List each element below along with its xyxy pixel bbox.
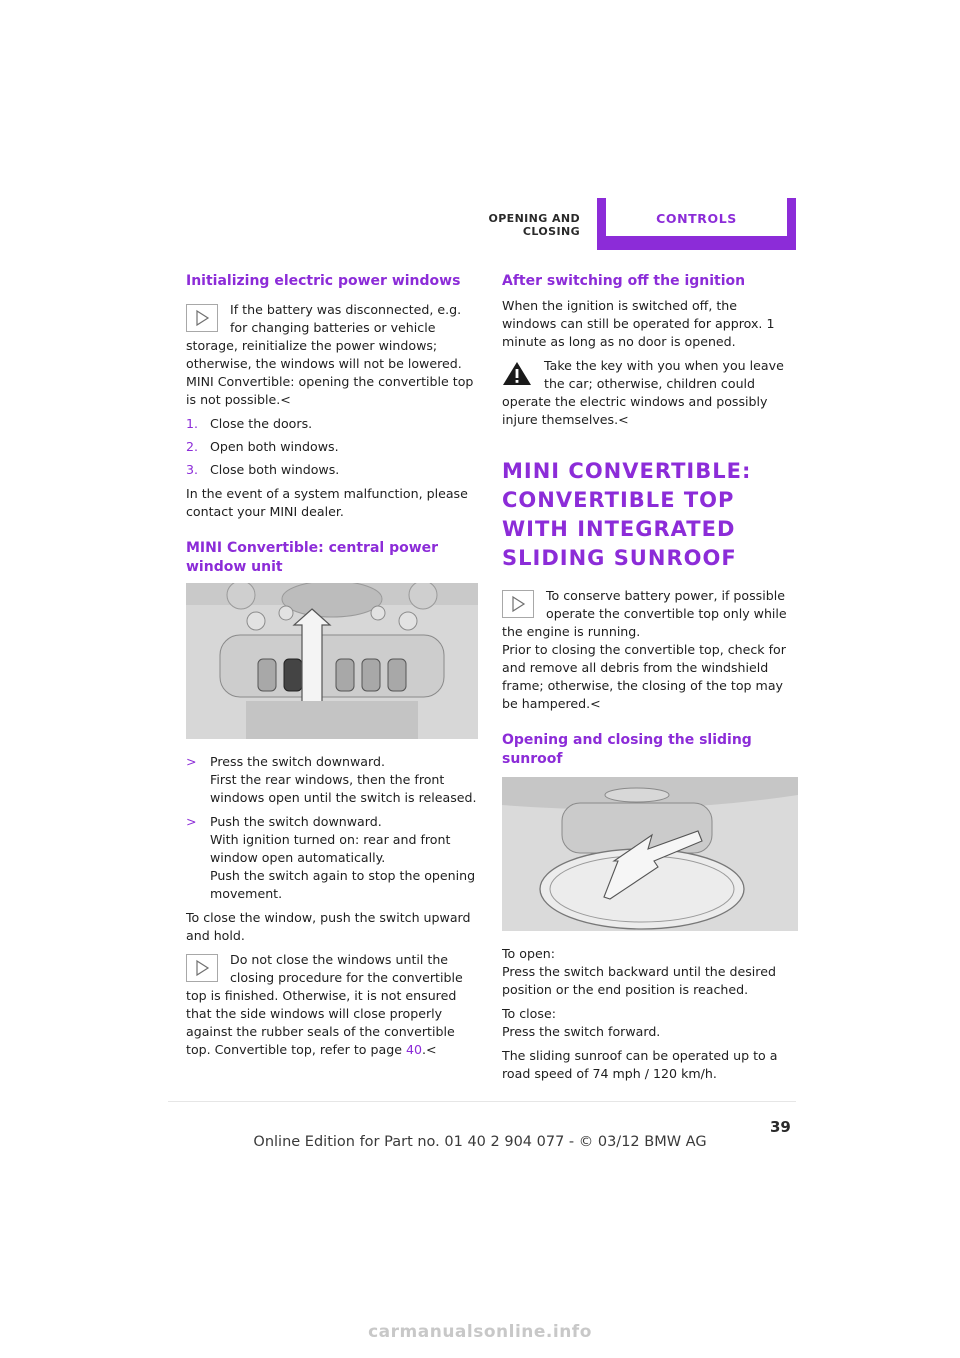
bullet-line: First the rear windows, then the front windows open until the switch is released.: [210, 772, 477, 805]
bullet-line: Push the switch again to stop the opening movement.: [210, 868, 476, 901]
bullet-line: With ignition turned on: rear and front window open automatically.: [210, 832, 451, 865]
chapter-tab-label: CONTROLS: [656, 211, 737, 226]
list-item: [186, 438, 478, 456]
speed-text: The sliding sunroof can be operated up to a road speed of 74 mph / 120 km/h.: [502, 1048, 778, 1081]
close-text: Press the switch forward.: [502, 1024, 661, 1039]
step-text: Open both windows.: [210, 439, 339, 454]
heading-sliding-sunroof: Opening and closing the sliding sunroof: [502, 732, 752, 767]
note-close-text: Do not close the windows until the closing procedure for the convertible top is finished. Otherwise, it is not ensured that the side windows will close properly against the rubber seals of the convertible top. Convertible top, refer to page: [186, 952, 463, 1057]
warning-icon: [502, 360, 532, 386]
note-init: [186, 301, 478, 409]
close-window-text: To close the window, push the switch upward and hold.: [186, 910, 471, 943]
end-marker: <: [426, 1042, 437, 1057]
warning-note: [502, 357, 794, 429]
note-init-text-1: If the battery was disconnected, e.g. for changing batteries or vehicle storage, reinitialize the power windows; otherwise, the windows will not be lowered.: [186, 302, 462, 371]
right-column: [502, 272, 794, 1089]
section-title: OPENING AND CLOSING: [488, 212, 580, 238]
step-number: 2.: [186, 439, 199, 454]
central-unit-bullets: [186, 753, 478, 903]
page-number: 39: [770, 1118, 791, 1136]
close-label: To close:: [502, 1006, 556, 1021]
edition-line: Online Edition for Part no. 01 40 2 904 077 - © 03/12 BMW AG: [253, 1134, 707, 1150]
list-item: [186, 753, 478, 807]
init-steps: [186, 415, 478, 479]
after-ignition-text: When the ignition is switched off, the windows can still be operated for approx. 1 minute as long as no door is opened.: [502, 298, 775, 349]
period: .: [422, 1042, 427, 1057]
end-marker: <: [618, 412, 629, 427]
open-text: Press the switch backward until the desired position or the end position is reached.: [502, 964, 776, 997]
heading-central-unit: MINI Convertible: central power window unit: [186, 540, 439, 575]
heading-initializing: Initializing electric power windows: [186, 273, 461, 289]
sunroof-illustration: [502, 777, 798, 931]
bullet-line: Push the switch downward.: [210, 814, 382, 829]
malfunction-text: In the event of a system malfunction, please contact your MINI dealer.: [186, 486, 468, 519]
note-icon: [502, 590, 534, 618]
window-switch-figure: [186, 583, 478, 739]
note-close: [186, 951, 478, 1059]
open-label: To open:: [502, 946, 555, 961]
sunroof-figure: [502, 777, 798, 931]
end-marker: <: [280, 392, 291, 407]
page-link[interactable]: 40: [405, 1042, 422, 1057]
heading-convertible-top: MINI CONVERTIBLE: CONVERTIBLE TOP WITH INTEGRATED SLIDING SUNROOF: [502, 459, 752, 570]
note-init-text-2: MINI Convertible: opening the convertible top is not possible.: [186, 374, 474, 407]
note-icon: [186, 304, 218, 332]
note-convertible: [502, 587, 794, 713]
note-convertible-text-1: To conserve battery power, if possible operate the convertible top only while the engine is running.: [502, 588, 787, 639]
list-item: [186, 813, 478, 903]
note-convertible-text-2: Prior to closing the convertible top, check for and remove all debris from the windshield frame; otherwise, the closing of the top may be hampered.: [502, 642, 786, 711]
window-switch-illustration: [186, 583, 478, 739]
bullet-arrow: >: [186, 754, 197, 769]
step-number: 1.: [186, 416, 199, 431]
left-column: [186, 272, 478, 1065]
end-marker: <: [590, 696, 601, 711]
list-item: [186, 461, 478, 479]
bullet-arrow: >: [186, 814, 197, 829]
heading-after-ignition: After switching off the ignition: [502, 273, 746, 289]
footer-divider: [168, 1101, 796, 1102]
warning-text: Take the key with you when you leave the car; otherwise, children could operate the electric windows and possibly injure themselves.: [502, 358, 784, 427]
step-text: Close the doors.: [210, 416, 313, 431]
bullet-line: Press the switch downward.: [210, 754, 385, 769]
step-number: 3.: [186, 462, 199, 477]
watermark: carmanualsonline.info: [368, 1322, 592, 1342]
chapter-tab: [597, 198, 796, 250]
list-item: [186, 415, 478, 433]
step-text: Close both windows.: [210, 462, 340, 477]
note-icon: [186, 954, 218, 982]
